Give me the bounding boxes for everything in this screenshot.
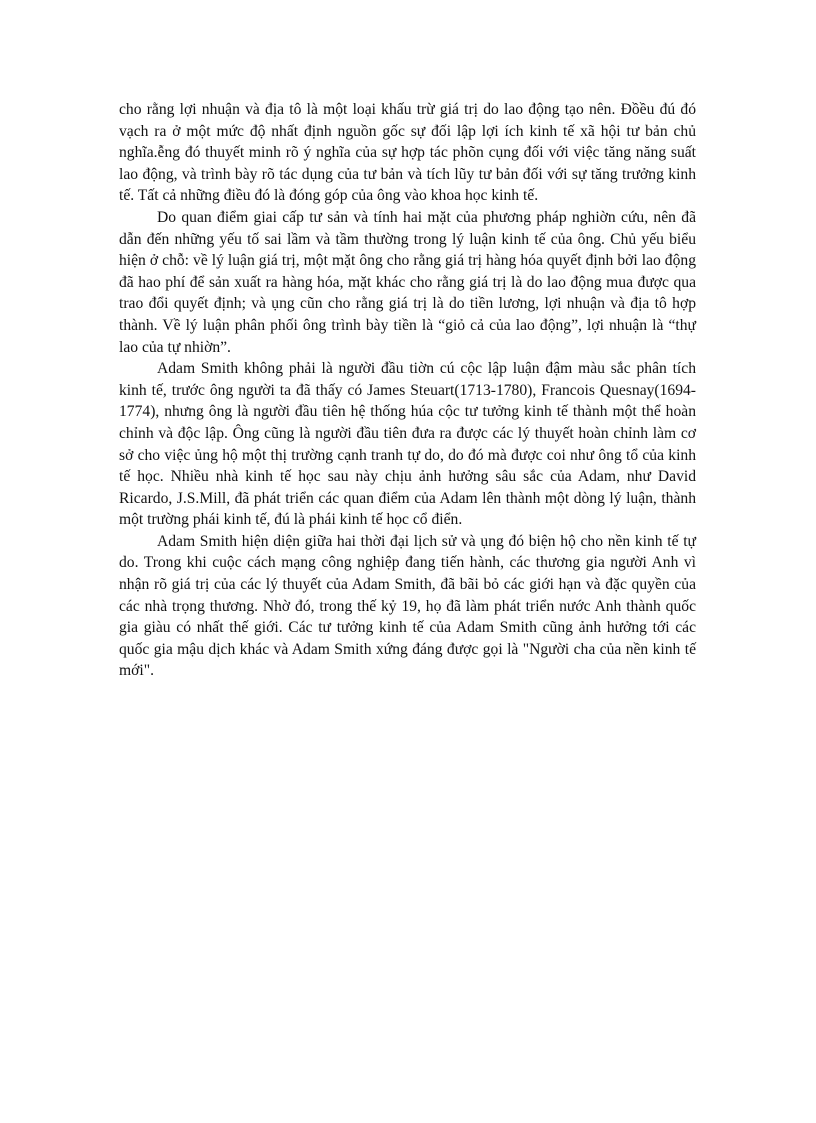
paragraph-4: Adam Smith hiện diện giữa hai thời đại lịch sử và ụng đó biện hộ cho nền kinh tế tự do. Trong khi cuộc cách mạng công nghiệp đang tiến hành, các thương gia người Anh vì nhận rõ giá trị của các lý thuyết của Adam Smith, đã bãi bỏ các giới hạn và đặc quyền của các nhà trọng thương. Nhờ đó, trong thế kỷ 19, họ đã làm phát triển nước Anh thành quốc gia giàu có nhất thế giới. Các tư tưởng kinh tế của Adam Smith cũng ảnh hưởng tới các quốc gia mậu dịch khác và Adam Smith xứng đáng được gọi là "Người cha của nền kinh tế mới". — [119, 532, 696, 680]
paragraph-2: Do quan điểm giai cấp tư sản và tính hai mặt của phương pháp nghiờn cứu, nên đã dẫn đến những yếu tố sai lầm và tầm thường trong lý luận kinh tế của ông. Chủ yếu biểu hiện ở chỗ: về lý luận giá trị, một mặt ông cho rằng giá trị hàng hóa quyết định bởi lao động đã hao phí để sản xuất ra hàng hóa, mặt khác cho rằng giá trị là do lao động mua được qua trao đổi quyết định; và ụng cũn cho rằng giá trị là do tiền lương, lợi nhuận và địa tô hợp thành. Về lý luận phân phối ông trình bày tiền là “giỏ cả của lao động”, lợi nhuận là “thự lao của tự nhiờn”. — [119, 208, 696, 356]
paragraph-3: Adam Smith không phải là người đầu tiờn cú cộc lập luận đậm màu sắc phân tích kinh tế, trước ông người ta đã thấy có James Steuart(1713-1780), Francois Quesnay(1694-1774), nhưng ông là người đầu tiên hệ thống húa cộc tư tưởng kinh tế thành một thể hoàn chỉnh và độc lập. Ông cũng là người đầu tiên đưa ra được các lý thuyết hoàn chỉnh làm cơ sở cho việc ủng hộ một thị trường cạnh tranh tự do, do đó mà được coi như ông tổ của kinh tế học. Nhiều nhà kinh tế học sau này chịu ảnh hưởng sâu sắc của Adam, như David Ricardo, J.S.Mill, đã phát triển các quan điểm của Adam lên thành một dòng lý luận, thành một trường phái kinh tế, đú là phái kinh tế học cổ điển. — [119, 360, 696, 529]
document-page — [119, 99, 696, 682]
paragraph-1: cho rằng lợi nhuận và địa tô là một loại khấu trừ giá trị do lao động tạo nên. Đồều đú đó vạch ra ở một mức độ nhất định nguồn gốc sự đối lập lợi ích kinh tế xã hội tư bản chủ nghĩa.ễng đó thuyết minh rõ ý nghĩa của sự hợp tác phõn cụng đối với việc tăng năng suất lao động, và trình bày rõ tác dụng của tư bản và tích lũy tư bản đối với sự tăng trưởng kinh tế. Tất cả những điều đó là đóng góp của ông vào khoa học kinh tế. — [119, 101, 696, 205]
